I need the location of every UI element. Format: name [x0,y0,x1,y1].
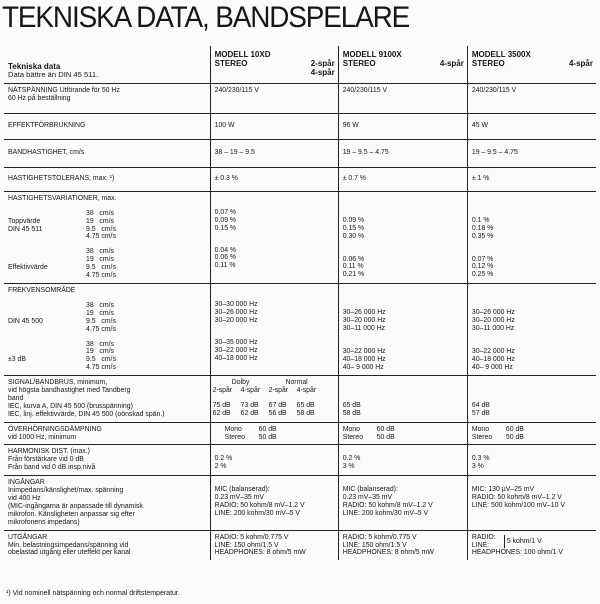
spec-value: 60 dB [258,425,277,433]
spec-value: Från band vid 0 dB insp.nivå [8,464,96,472]
spec-value: 0.09 % [342,216,365,224]
spec-value: 38 [86,301,94,309]
spec-value: 4-spår [240,387,261,395]
page-title: TEKNISKA DATA, BANDSPELARE [2,1,410,34]
spec-value: mikrofon. Känsligheten anpassar sig efter [8,510,135,518]
row-tolerans [4,167,596,191]
spec-value: 0.35 % [471,232,494,240]
spec-value: 30–22 000 Hz [471,347,515,355]
spec-value: STEREO [214,59,248,68]
spec-value: 0.07 % [214,208,237,216]
spec-value: 38 – 19 – 9.5 [214,149,255,157]
spec-value: 4-spår [310,68,335,77]
spec-table [4,46,596,560]
row-ingangar [4,476,596,530]
row-natspanning [4,83,596,113]
spec-value: cm/s [99,217,114,225]
spec-value: 0.1 % [471,216,490,224]
spec-value: 19 [86,217,94,225]
spec-value: 38 [86,209,94,217]
spec-value: cm/s [101,272,116,280]
spec-value: 30–26 000 Hz [471,308,515,316]
spec-value: MODELL 10XD [214,50,271,59]
spec-value: 60 Hz på beställning [8,94,71,102]
spec-value: LINE: 150 ohm/1.5 V [214,541,279,549]
spec-value: 73 dB [240,401,259,409]
spec-value: BANDHASTIGHET, cm/s [8,149,85,157]
spec-value: 0.18 % [471,224,494,232]
spec-value: Dolby [231,379,250,387]
spec-value: ±3 dB [8,356,26,364]
spec-value: cm/s [99,248,114,256]
spec-value: 0.23 mV–35 mV [342,494,393,502]
spec-value: 240/230/115 V [342,86,388,94]
spec-value: 240/230/115 V [471,86,517,94]
spec-value: 0.06 % [342,255,365,263]
spec-value: Min. belastningsimpedans/spänning vid [8,541,129,549]
spec-value: 19 [86,309,94,317]
spec-value: cm/s [101,364,116,372]
spec-value: 0.2 % [342,455,361,463]
spec-value: cm/s [101,225,116,233]
spec-value: 40–18 000 Hz [342,355,386,363]
spec-value: 30–20 000 Hz [342,316,386,324]
spec-value: RADIO: 5 kohm/0.775 V [342,533,417,541]
spec-value: STEREO [471,59,505,68]
spec-value: cm/s [101,317,116,325]
row-bandhastighet [4,139,596,167]
spec-value: ± 0.7 % [342,175,367,183]
spec-value: 0.30 % [342,232,365,240]
spec-value: 4.75 [86,364,100,372]
spec-value: 65 dB [296,401,315,409]
spec-value: ± 1 % [471,175,490,183]
spec-value: 4.75 [86,272,100,280]
spec-value: 9.5 [86,225,96,233]
spec-value: 19 – 9.5 – 4.75 [342,149,389,157]
spec-value: HASTIGHETSVARIATIONER, max. [8,194,117,202]
spec-value: HEADPHONES: 100 ohm/1 V [471,549,564,557]
spec-value: 4.75 [86,233,100,241]
spec-value: NÄTSPÄNNING [8,86,58,94]
spec-value: 0.2 % [214,455,233,463]
model-col-1 [210,46,338,83]
spec-value: 50 dB [258,433,277,441]
spec-value: 0.23 mV–35 mV [214,494,265,502]
spec-value: 64 dB [471,402,490,410]
spec-value: UTGÅNGAR [8,533,48,541]
spec-value: 0.21 % [342,271,365,279]
spec-value: Utförande för 50 Hz [59,86,120,94]
spec-value: cm/s [99,309,114,317]
spec-value: 0.09 % [214,216,237,224]
spec-value: RADIO: 50 kohm/8 mV–1.2 V [342,502,433,509]
spec-value: 60 dB [376,425,395,433]
spec-value: cm/s [101,356,116,364]
spec-value: band [8,394,24,402]
spec-value: 40– 9 000 Hz [342,363,384,371]
spec-value: Normal [285,379,308,387]
spec-value: 30–30 000 Hz [214,300,258,308]
spec-value: 4.75 [86,325,100,333]
spec-value: 2-spår [310,59,335,68]
spec-value: 38 [86,248,94,256]
spec-value: 19 [86,348,94,356]
spec-value: 19 – 9.5 – 4.75 [471,149,518,157]
spec-value: cm/s [101,233,116,241]
spec-value: DIN 45 500 [8,317,43,325]
spec-value: obelastad utgång eller uteffekt per kanal [8,549,131,557]
spec-value: 30–20 000 Hz [214,316,258,324]
spec-value: 4-spår [439,59,464,68]
spec-value: 67 dB [268,401,287,409]
spec-value: MIC (balanserad): [214,486,270,494]
spec-value: INGÅNGAR [8,479,45,487]
spec-value: Stereo [342,433,364,441]
spec-value: STEREO [342,59,376,68]
spec-value: HARMONISK DIST. (max.) [8,448,90,456]
model-col-2 [338,46,467,83]
spec-value: 0.11 % [214,262,236,270]
spec-value: Mono [224,425,242,433]
spec-value: Stereo [471,433,493,441]
spec-value: Mono [342,425,360,433]
header-label: Tekniska data [8,62,61,71]
spec-value: 40–18 000 Hz [214,354,258,362]
spec-value: RADIO: 50 kohm/8 mV–1.2 V [471,494,562,502]
spec-value: cm/s [99,256,114,264]
footnote: ¹) Vid nominell nätspänning och normal driftstemperatur. [6,590,180,597]
spec-value: Stereo [224,433,245,441]
spec-value: 240/230/115 V [214,86,259,94]
row-utgangar [4,530,596,560]
table-header-row [4,46,596,83]
spec-value: 30–26 000 Hz [342,308,386,316]
spec-value: SIGNAL/BANDBRUS, minimum, [8,379,108,387]
spec-value: 45 W [471,122,488,130]
spec-value: EFFEKTFÖRBRUKNING [8,122,86,130]
spec-value: 30–22 000 Hz [342,347,386,355]
spec-value: cm/s [99,209,114,217]
spec-value: 50 dB [505,433,524,441]
spec-value: RADIO: 5 kohm/0.775 V [214,533,289,541]
spec-value: 30–26 000 Hz [214,308,258,316]
spec-value: cm/s [101,264,116,272]
spec-value: LINE: 200 kohm/30 mV–5 V [342,509,429,517]
row-frekvens [4,283,596,375]
spec-value: 65 dB [342,402,361,410]
spec-value: 2-spår [212,387,233,395]
spec-value: DIN 45 511 [8,225,43,233]
spec-value: 9.5 [86,356,96,364]
spec-value: 3 % [471,463,484,471]
spec-value: 40–18 000 Hz [471,355,515,363]
spec-value: HEADPHONES: 8 ohm/5 mW [214,549,306,557]
spec-value: cm/s [99,340,114,348]
spec-value: LINE: 200 kohm/30 mV–5 V [214,509,301,517]
spec-value: 4-spår [296,387,317,395]
spec-value: 0.25 % [471,271,494,279]
spec-value: RADIO: [471,533,496,541]
spec-value: MODELL 3500X [471,50,531,59]
spec-value: 0.06 % [214,254,237,262]
row-overhorning [4,422,596,445]
spec-value: 2 % [214,463,227,471]
spec-value: 58 dB [296,409,315,417]
spec-value: 2-spår [268,387,289,395]
spec-value: 30–35 000 Hz [214,338,258,346]
spec-value: 62 dB [212,409,231,417]
spec-value: 30–11 000 Hz [471,324,515,332]
spec-value: MIC (balanserad): [342,486,398,494]
spec-value: 0.04 % [214,246,237,254]
spec-value: 100 W [214,122,235,130]
spec-value: 60 dB [505,425,524,433]
spec-value: Från förstärkare vid 0 dB [8,456,84,464]
spec-value: cm/s [101,325,116,333]
spec-value: vid högsta bandhastighet med Tandberg [8,387,131,395]
spec-value: 57 dB [471,410,490,418]
header-sub: Data bättre än DIN 45 511. [8,70,99,80]
spec-value: ± 0.3 % [214,175,238,183]
model-col-3 [467,46,596,83]
spec-value: 0.11 % [342,263,364,271]
spec-value: 56 dB [268,409,287,417]
spec-value: 96 W [342,122,359,130]
spec-value: RADIO: 50 kohm/8 mV–1.2 V [214,502,305,509]
spec-value: IEC, linj. effektivvärde, DIN 45 500 (oönskad spän.) [8,410,165,418]
spec-value: 9.5 [86,264,96,272]
spec-value: LINE: 500 kohm/100 mV–10 V [471,502,565,509]
spec-value: 4-spår [568,59,593,68]
spec-value: 0.15 % [214,224,237,232]
spec-value: MIC: 130 μV–25 mV [471,486,535,494]
spec-value: 3 % [342,463,355,471]
spec-value: IEC, kurva A, DIN 45 500 (brusspänning) [8,402,133,410]
spec-value: 5 kohm/1 V [506,537,542,545]
spec-value: 0.3 % [471,455,490,463]
spec-value: LINE: [471,541,490,549]
spec-value: (MIC-ingångarna är anpassade till dynamisk [8,502,143,510]
spec-value: 0.07 % [471,255,494,263]
spec-value: Mono [471,425,490,433]
spec-value: cm/s [99,301,114,309]
row-harmonisk [4,445,596,476]
spec-value: 40– 9 000 Hz [471,363,513,371]
spec-value: 58 dB [342,410,361,418]
spec-value: 0.12 % [471,263,494,271]
row-signal [4,376,596,423]
spec-value: mikrofonens impedans) [8,518,80,526]
spec-value: FREKVENSOMRÅDE [8,286,76,294]
spec-value: 30–20 000 Hz [471,316,515,324]
spec-value: HASTIGHETSTOLERANS, max. ¹) [8,175,115,183]
spec-value: 30–11 000 Hz [342,324,386,332]
spec-value: 62 dB [240,409,259,417]
spec-value: 38 [86,340,94,348]
spec-value: 50 dB [376,433,395,441]
spec-value: HEADPHONES: 8 ohm/5 mW [342,549,434,557]
spec-value: Toppvärde [8,217,41,225]
spec-value: LINE: 150 ohm/1.5 V [342,541,407,549]
spec-value: 0.15 % [342,224,365,232]
spec-value: 30–22 000 Hz [214,346,258,354]
spec-value: cm/s [99,348,114,356]
spec-value: 19 [86,256,94,264]
spec-value: MODELL 9100X [342,50,402,59]
spec-value: ÖVERHÖRNINGSDÄMPNING [8,425,102,433]
spec-value: vid 1000 Hz, minimum [8,433,77,441]
spec-value: Inimpedans/känslighet/max. spänning [8,487,124,495]
spec-value: 75 dB [212,401,231,409]
row-variationer [4,191,596,283]
row-effekt [4,113,596,139]
spec-value: vid 400 Hz [8,495,41,502]
spec-value: Effektivvärde [8,264,48,272]
spec-value: 9.5 [86,317,96,325]
